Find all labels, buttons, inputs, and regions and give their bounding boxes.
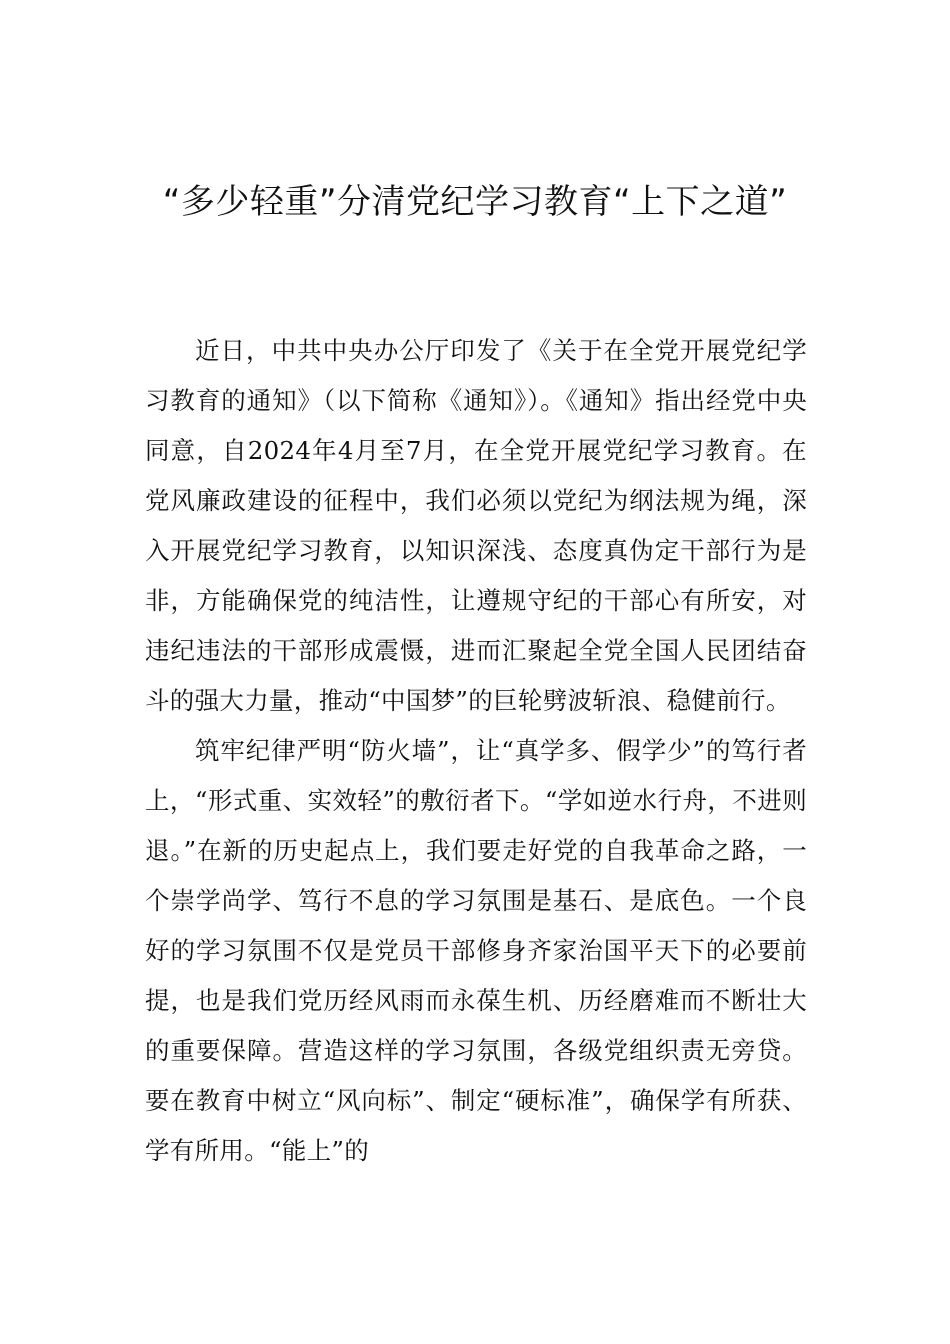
paragraph-1: 近日，中共中央办公厅印发了《关于在全党开展党纪学习教育的通知》（以下简称《通知》）。《通知》指出经党中央同意，自2024年4月至7月，在全党开展党纪学习教育。在党风廉政建设的征程中，我们必须以党纪为纲法规为绳，深入开展党纪学习教育，以知识深浅、态度真伪定干部行为是非，方能确保党的纯洁性，让遵规守纪的干部心有所安，对违纪违法的干部形成震慑，进而汇聚起全党全国人民团结奋斗的强大力量，推动“中国梦”的巨轮劈波斩浪、稳健前行。 xyxy=(145,336,807,715)
document-body xyxy=(145,326,807,1176)
document-title: “多少轻重”分清党纪学习教育“上下之道” xyxy=(162,182,788,222)
paragraph-2: 筑牢纪律严明“防火墙”，让“真学多、假学少”的笃行者上，“形式重、实效轻”的敷衍者下。“学如逆水行舟，不进则退。”在新的历史起点上，我们要走好党的自我革命之路，一个崇学尚学、笃行不息的学习氛围是基石、是底色。一个良好的学习氛围不仅是党员干部修身齐家治国平天下的必要前提，也是我们党历经风雨而永葆生机、历经磨难而不断壮大的重要保障。营造这样的学习氛围，各级党组织责无旁贷。要在教育中树立“风向标”、制定“硬标准”，确保学有所获、学有所用。“能上”的 xyxy=(145,736,807,1165)
